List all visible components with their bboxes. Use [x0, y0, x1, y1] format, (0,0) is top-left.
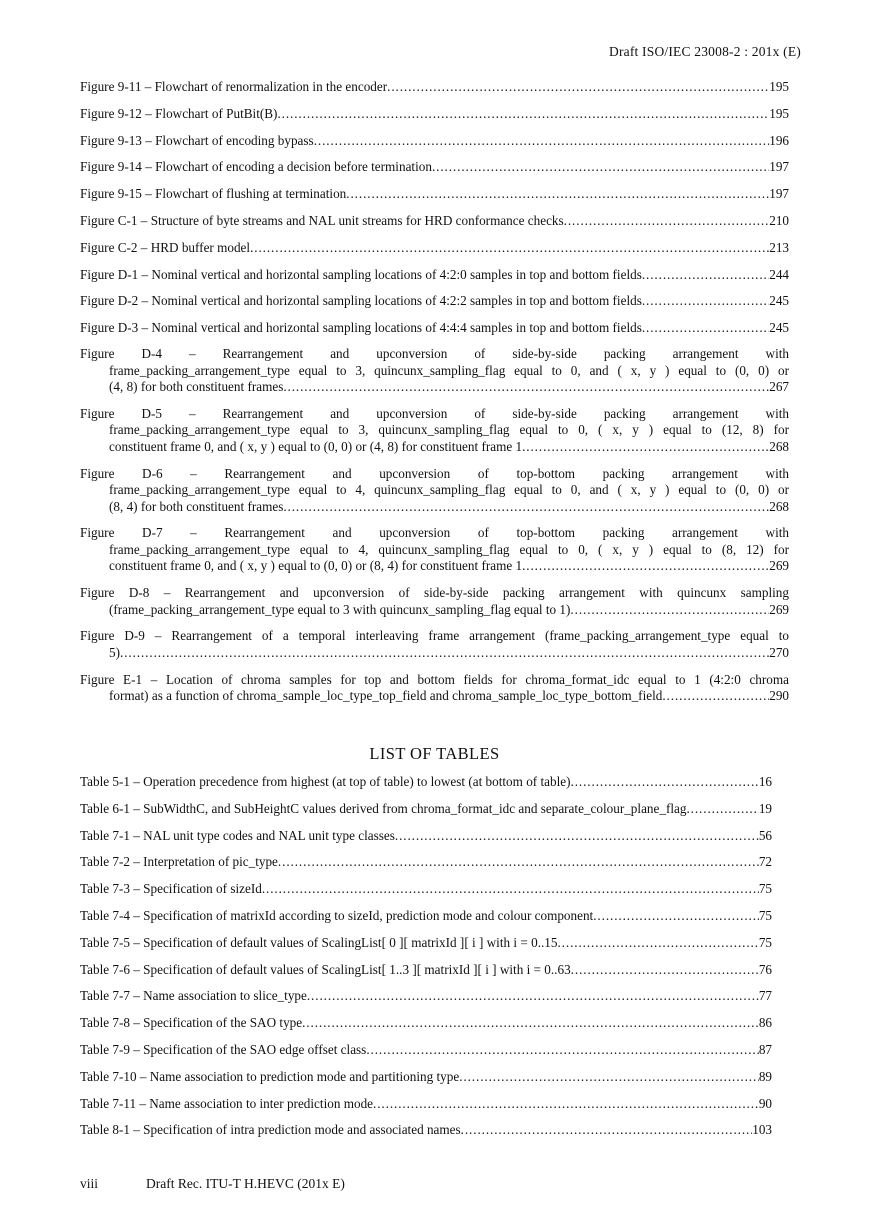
toc-entry[interactable]: Table 8-1 – Specification of intra prediction mode and associated names ..... 103: [80, 1122, 772, 1139]
running-footer: [80, 1176, 345, 1192]
leader-dots: [522, 439, 769, 456]
toc-entry[interactable]: Figure D-3 – Nominal vertical and horizontal sampling locations of 4:4:4 samples in top and bottom fields ..... 245: [80, 320, 789, 337]
toc-entry[interactable]: Table 7-8 – Specification of the SAO type ..... 86: [80, 1015, 772, 1032]
toc-entry[interactable]: Table 7-9 – Specification of the SAO edge offset class ..... 87: [80, 1042, 772, 1059]
toc-entry[interactable]: Figure C-1 – Structure of byte streams and NAL unit streams for HRD conformance checks ..... 210: [80, 213, 789, 230]
toc-entry[interactable]: Table 7-10 – Name association to prediction mode and partitioning type ..... 89: [80, 1069, 772, 1086]
leader-dots: [432, 159, 769, 176]
leader-dots: [395, 828, 759, 845]
leader-dots: [366, 1042, 759, 1059]
toc-entry[interactable]: Table 7-7 – Name association to slice_type ..... 77: [80, 988, 772, 1005]
toc-entry[interactable]: Figure D-2 – Nominal vertical and horizontal sampling locations of 4:2:2 samples in top and bottom fields ..... 245: [80, 293, 789, 310]
leader-dots: [346, 186, 769, 203]
leader-dots: [277, 106, 769, 123]
footer-doc-title: Draft Rec. ITU-T H.HEVC (201x E): [146, 1176, 345, 1191]
toc-entry[interactable]: Figure D-1 – Nominal vertical and horizontal sampling locations of 4:2:0 samples in top and bottom fields ..... 244: [80, 267, 789, 284]
leader-dots: [283, 499, 769, 516]
toc-entry[interactable]: Figure 9-14 – Flowchart of encoding a decision before termination ..... 197: [80, 159, 789, 176]
leader-dots: [642, 267, 769, 284]
toc-entry[interactable]: Table 7-1 – NAL unit type codes and NAL unit type classes ..... 56: [80, 828, 772, 845]
toc-entry[interactable]: Table 5-1 – Operation precedence from highest (at top of table) to lowest (at bottom of table) ..... 16: [80, 774, 772, 791]
toc-entry[interactable]: Table 7-11 – Name association to inter prediction mode ..... 90: [80, 1096, 772, 1113]
toc-entry[interactable]: Figure C-2 – HRD buffer model ..... 213: [80, 240, 789, 257]
toc-entry[interactable]: Figure D-5 – Rearrangement and upconversion of side-by-side packing arrangement with frame_packing_arrangement_type equal to 3, quincunx_sampling_flag equal to 0, ( x, y ) equal to (12, 8) for constituent frame 0, and ( x, y ) equal to (0, 0) or (4, 8) for constituent frame 1 ..... 268: [80, 406, 789, 456]
leader-dots: [642, 293, 769, 310]
leader-dots: [564, 213, 770, 230]
leader-dots: [302, 1015, 759, 1032]
toc-entry[interactable]: Figure D-8 – Rearrangement and upconversion of side-by-side packing arrangement with quincunx sampling (frame_packing_arrangement_type equal to 3 with quincunx_sampling_flag equal to 1) ..... 269: [80, 585, 789, 618]
toc-entry[interactable]: Figure E-1 – Location of chroma samples for top and bottom fields for chroma_format_idc equal to 1 (4:2:0 chroma format) as a function of chroma_sample_loc_type_top_field and chroma_sample_loc_type_bottom_field ..... 290: [80, 672, 789, 705]
toc-entry[interactable]: Table 7-5 – Specification of default values of ScalingList[ 0 ][ matrixId ][ i ] with i = 0..15 ..... 75: [80, 935, 772, 952]
leader-dots: [593, 908, 759, 925]
toc-entry[interactable]: Table 7-3 – Specification of sizeId ..... 75: [80, 881, 772, 898]
leader-dots: [459, 1069, 759, 1086]
leader-dots: [278, 854, 759, 871]
running-header: Draft ISO/IEC 23008-2 : 201x (E): [609, 44, 801, 59]
toc-entry[interactable]: Figure 9-11 – Flowchart of renormalization in the encoder ..... 195: [80, 79, 789, 96]
leader-dots: [662, 688, 769, 705]
leader-dots: [262, 881, 759, 898]
table-list: [80, 774, 772, 1139]
leader-dots: [387, 79, 769, 96]
leader-dots: [461, 1122, 753, 1139]
list-of-tables-heading: LIST OF TABLES: [369, 744, 500, 763]
figure-list-single: [80, 79, 789, 337]
toc-entry[interactable]: Figure D-9 – Rearrangement of a temporal interleaving frame arrangement (frame_packing_arrangement_type equal to 5) ..... 270: [80, 628, 789, 661]
toc-entry[interactable]: Table 7-2 – Interpretation of pic_type ..... 72: [80, 854, 772, 871]
leader-dots: [571, 774, 759, 791]
toc-entry[interactable]: Figure 9-15 – Flowchart of flushing at termination ..... 197: [80, 186, 789, 203]
leader-dots: [120, 645, 769, 662]
toc-entry[interactable]: Table 7-6 – Specification of default values of ScalingList[ 1..3 ][ matrixId ][ i ] with i = 0..63 ..... 76: [80, 962, 772, 979]
leader-dots: [557, 935, 758, 952]
toc-entry[interactable]: Figure 9-13 – Flowchart of encoding bypass ..... 196: [80, 133, 789, 150]
leader-dots: [686, 801, 758, 818]
toc-entry[interactable]: Figure D-7 – Rearrangement and upconversion of top-bottom packing arrangement with frame_packing_arrangement_type equal to 4, quincunx_sampling_flag equal to 0, ( x, y ) equal to (8, 12) for constituent frame 0, and ( x, y ) equal to (0, 0) or (8, 4) for constituent frame 1 ..... 269: [80, 525, 789, 575]
leader-dots: [307, 988, 759, 1005]
leader-dots: [571, 962, 759, 979]
leader-dots: [283, 379, 769, 396]
leader-dots: [642, 320, 769, 337]
toc-entry[interactable]: Figure 9-12 – Flowchart of PutBit(B) ..... 195: [80, 106, 789, 123]
leader-dots: [522, 558, 769, 575]
leader-dots: [373, 1096, 759, 1113]
leader-dots: [250, 240, 769, 257]
leader-dots: [314, 133, 770, 150]
toc-entry[interactable]: Figure D-4 – Rearrangement and upconversion of side-by-side packing arrangement with frame_packing_arrangement_type equal to 3, quincunx_sampling_flag equal to 0, and ( x, y ) equal to (0, 0) or (4, 8) for both constituent frames ..... 267: [80, 346, 789, 396]
leader-dots: [570, 602, 769, 619]
figure-list-multi: [80, 346, 789, 705]
page-number: viii: [80, 1176, 99, 1191]
toc-entry[interactable]: Table 7-4 – Specification of matrixId according to sizeId, prediction mode and colour component ..... 75: [80, 908, 772, 925]
toc-entry[interactable]: Table 6-1 – SubWidthC, and SubHeightC values derived from chroma_format_idc and separate_colour_plane_flag ..... 19: [80, 801, 772, 818]
toc-entry[interactable]: Figure D-6 – Rearrangement and upconversion of top-bottom packing arrangement with frame_packing_arrangement_type equal to 4, quincunx_sampling_flag equal to 0, and ( x, y ) equal to (0, 0) or (8, 4) for both constituent frames ..... 268: [80, 466, 789, 516]
